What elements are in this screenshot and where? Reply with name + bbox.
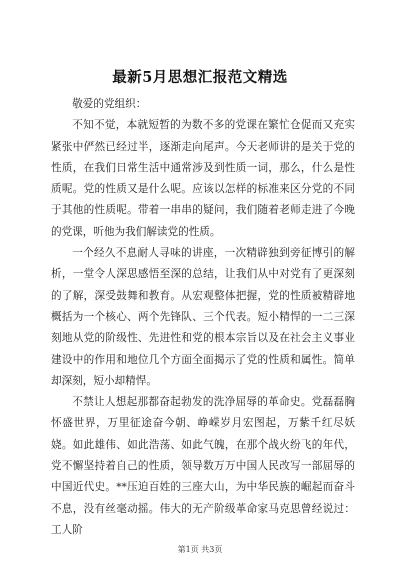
salutation: 敬爱的党组织： [72, 98, 147, 110]
paragraph-1: 不知不觉，本就短暂的为数不多的党课在繁忙仓促而又充实紧张中俨然已经过半，逐渐走向尾声。今天老师讲的是关于党的性质，在我们日常生活中通常涉及到性质一词，那么，什么是性质呢。党的性质又是什么呢。应该以怎样的标准来区分党的不同于其他的性质呢。带着一串串的疑问，我们随着老师走进了今晚的党课，听他为我们解读党的性质。 [51, 119, 355, 238]
paragraph-3: 不禁让人想起那都奋起勃发的洗净屈辱的革命史。党磊磊胸怀盛世界，万里征途奋今朝、峥嵘岁月宏图起，万紫千红尽妖娆。如此雄伟、如此浩荡、如此气魄，在那个战火纷飞的年代，党不懈坚持着自己的性质，领导数万万中国人民改写一部屈辱的中国近代史。**压迫百姓的三座大山，为中华民族的崛起而奋斗不息，没有丝毫动摇。伟大的无产阶级革命家马克思曾经说过：工人阶 [51, 396, 355, 536]
document-body [51, 94, 355, 541]
paragraph-2: 一个经久不息耐人寻味的讲座，一次精辟独到旁征博引的解析，一堂令人深思感悟至深的总结，让我们从中对党有了更深刻的了解，深受鼓舞和教育。从宏观整体把握，党的性质被精辟地概括为一个核心、两个先锋队、三个代表。短小精悍的一二三深刻地从党的阶级性、先进性和党的根本宗旨以及在社会主义事业建设中的作用和地位几个方面全面揭示了党的性质和属性。简单却深刻，短小却精悍。 [51, 247, 355, 387]
document-title: 最新5月思想汇报范文精选 [112, 69, 288, 86]
page-number-footer: 第1页 共3页 [177, 545, 223, 554]
